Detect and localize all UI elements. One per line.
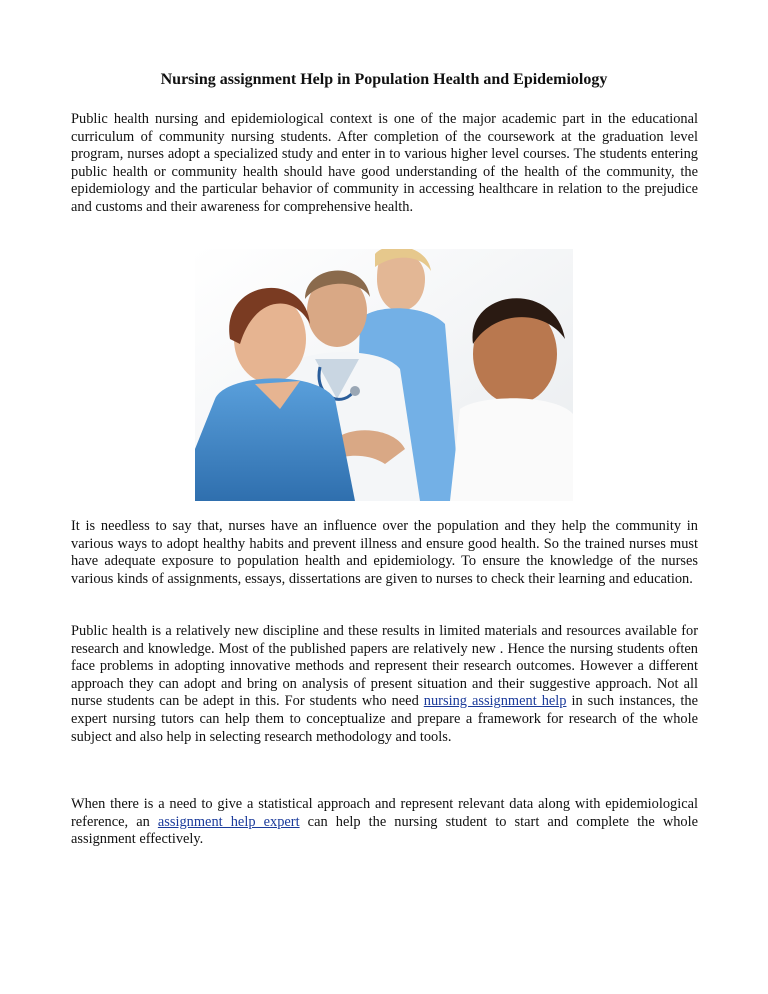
paragraph-statistical-approach xyxy=(71,796,698,849)
document-title: Nursing assignment Help in Population Health and Epidemiology xyxy=(160,71,608,88)
paragraph4-text-start: When there is a need to give a statistical approach and represent relevant data along with epidemiological reference, an xyxy=(71,796,698,830)
paragraph-intro: Public health nursing and epidemiological context is one of the major academic part in the educational curriculum of community nursing students. After completion of the coursework at the graduation level program, nurses adopt a specialized study and enter in to various higher level courses. The students entering public health or community health should have good understanding of the health of the community, the epidemiology and the particular behavior of community in accessing healthcare in relation to the prejudice and customs and their awareness for comprehensive health. xyxy=(71,111,698,215)
paragraph4-text-end: can help the nursing student to start and complete the whole assignment effectively. xyxy=(71,813,698,848)
paragraph3-text-end: in such instances, the expert nursing tutors can help them to conceptualize and prepare a framework for research of the whole subject and also help in selecting research methodology and tools. xyxy=(71,693,698,745)
paragraph-nurses-influence: It is needless to say that, nurses have an influence over the population and they help the community in various ways to adopt healthy habits and prevent illness and ensure good health. So the trained nurses must have adequate exposure to population health and epidemiology. To ensure the knowledge of the nurses various kinds of assignments, essays, dissertations are given to nurses to check their learning and education. xyxy=(71,518,698,587)
nursing-assignment-help-link[interactable]: nursing assignment help xyxy=(423,693,567,710)
assignment-help-expert-link[interactable]: assignment help expert xyxy=(157,813,300,830)
paragraph3-text-start: Public health is a relatively new discipline and these results in limited materials and resources available for research and knowledge. Most of the published papers are relatively new . Hence the nursing students often face problems in adopting innovative methods and represent their research outcomes. However a different approach they can adopt and bring on analysis of present situation and their suggestive approach. Not all nurse students can be adept in this. For students who need xyxy=(71,623,698,710)
paragraph-public-health xyxy=(71,623,698,746)
nurses-with-child-photo xyxy=(195,249,573,501)
